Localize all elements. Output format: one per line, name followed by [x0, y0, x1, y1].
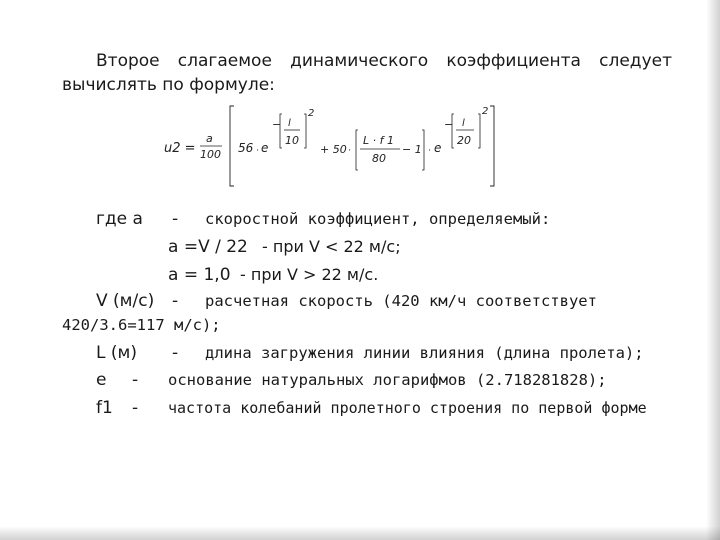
formula-56: 56 — [238, 141, 254, 155]
formula-l: l — [462, 118, 465, 129]
formula-lf1: L · f 1 — [363, 134, 394, 147]
def-a-case1: а =V / 22 — [168, 237, 248, 257]
formula-dot: · — [428, 146, 431, 156]
intro-line-2: вычислять по формуле: — [62, 75, 275, 95]
formula-minus: − — [272, 118, 282, 131]
paren-left — [356, 130, 358, 170]
def-f-label: f1 — [96, 398, 113, 418]
def-f-dash: - — [132, 398, 139, 418]
def-a-case2: а = 1,0 — [168, 265, 231, 285]
def-a-dash: - — [172, 209, 179, 229]
def-l-label: L (м) — [96, 343, 137, 363]
formula-e: e — [434, 141, 442, 155]
formula-dot: · — [256, 146, 259, 156]
formula-plus50: + 50 — [320, 143, 347, 156]
def-a-case2-cond: - при V > 22 м/с. — [240, 265, 379, 284]
formula-exp-2: 2 — [308, 108, 315, 119]
def-v-label: V (м/с) — [96, 291, 155, 311]
def-a-text: скоростной коэффициент, определяемый: — [205, 210, 551, 228]
formula-20: 20 — [457, 134, 471, 147]
formula-minus1: − 1 — [402, 143, 422, 156]
def-e-text: основание натуральных логарифмов (2.718281828); — [168, 371, 607, 389]
formula-dot: · — [348, 146, 351, 156]
def-a-case1-cond: - при V < 22 м/с; — [262, 237, 401, 256]
intro-word: следует — [599, 51, 672, 71]
def-v-dash: - — [172, 291, 179, 311]
def-v-text: расчетная скорость (420 км/ч соответствует — [205, 292, 597, 310]
intro-word: Второе — [96, 51, 160, 71]
def-v-text-continued: 420/3.6=117 м/с); — [62, 316, 221, 334]
def-l-text: длина загружения линии влияния (длина пролета); — [205, 344, 644, 362]
slide-shadow-right — [706, 0, 720, 540]
formula-minus: − — [444, 118, 454, 131]
intro-word: коэффициента — [446, 51, 581, 71]
def-e-dash: - — [132, 370, 139, 390]
right-bracket — [490, 106, 494, 186]
formula-l: l — [288, 118, 291, 129]
def-a-label: где а — [96, 209, 143, 229]
def-l-dash: - — [172, 343, 179, 363]
paren-right — [422, 130, 424, 170]
def-f-text: частота колебаний пролетного строения по первой форме — [168, 399, 647, 417]
formula-e: e — [261, 141, 269, 155]
intro-word: слагаемое — [177, 51, 272, 71]
formula-exp-2: 2 — [482, 106, 489, 117]
formula-lhs: u2 = — [164, 141, 196, 156]
formula-10: 10 — [285, 134, 299, 147]
exp-bracket-right — [304, 114, 306, 148]
formula-80: 80 — [372, 152, 386, 165]
intro-line-1 — [96, 50, 672, 72]
formula-a: a — [206, 132, 213, 145]
dynamic-coefficient-formula — [160, 100, 500, 192]
exp-bracket-right — [478, 114, 480, 148]
left-bracket — [230, 106, 234, 186]
formula-100: 100 — [200, 148, 221, 161]
intro-word: динамического — [290, 51, 429, 71]
slide-shadow-bottom — [0, 526, 720, 540]
def-e-label: е — [96, 370, 107, 390]
